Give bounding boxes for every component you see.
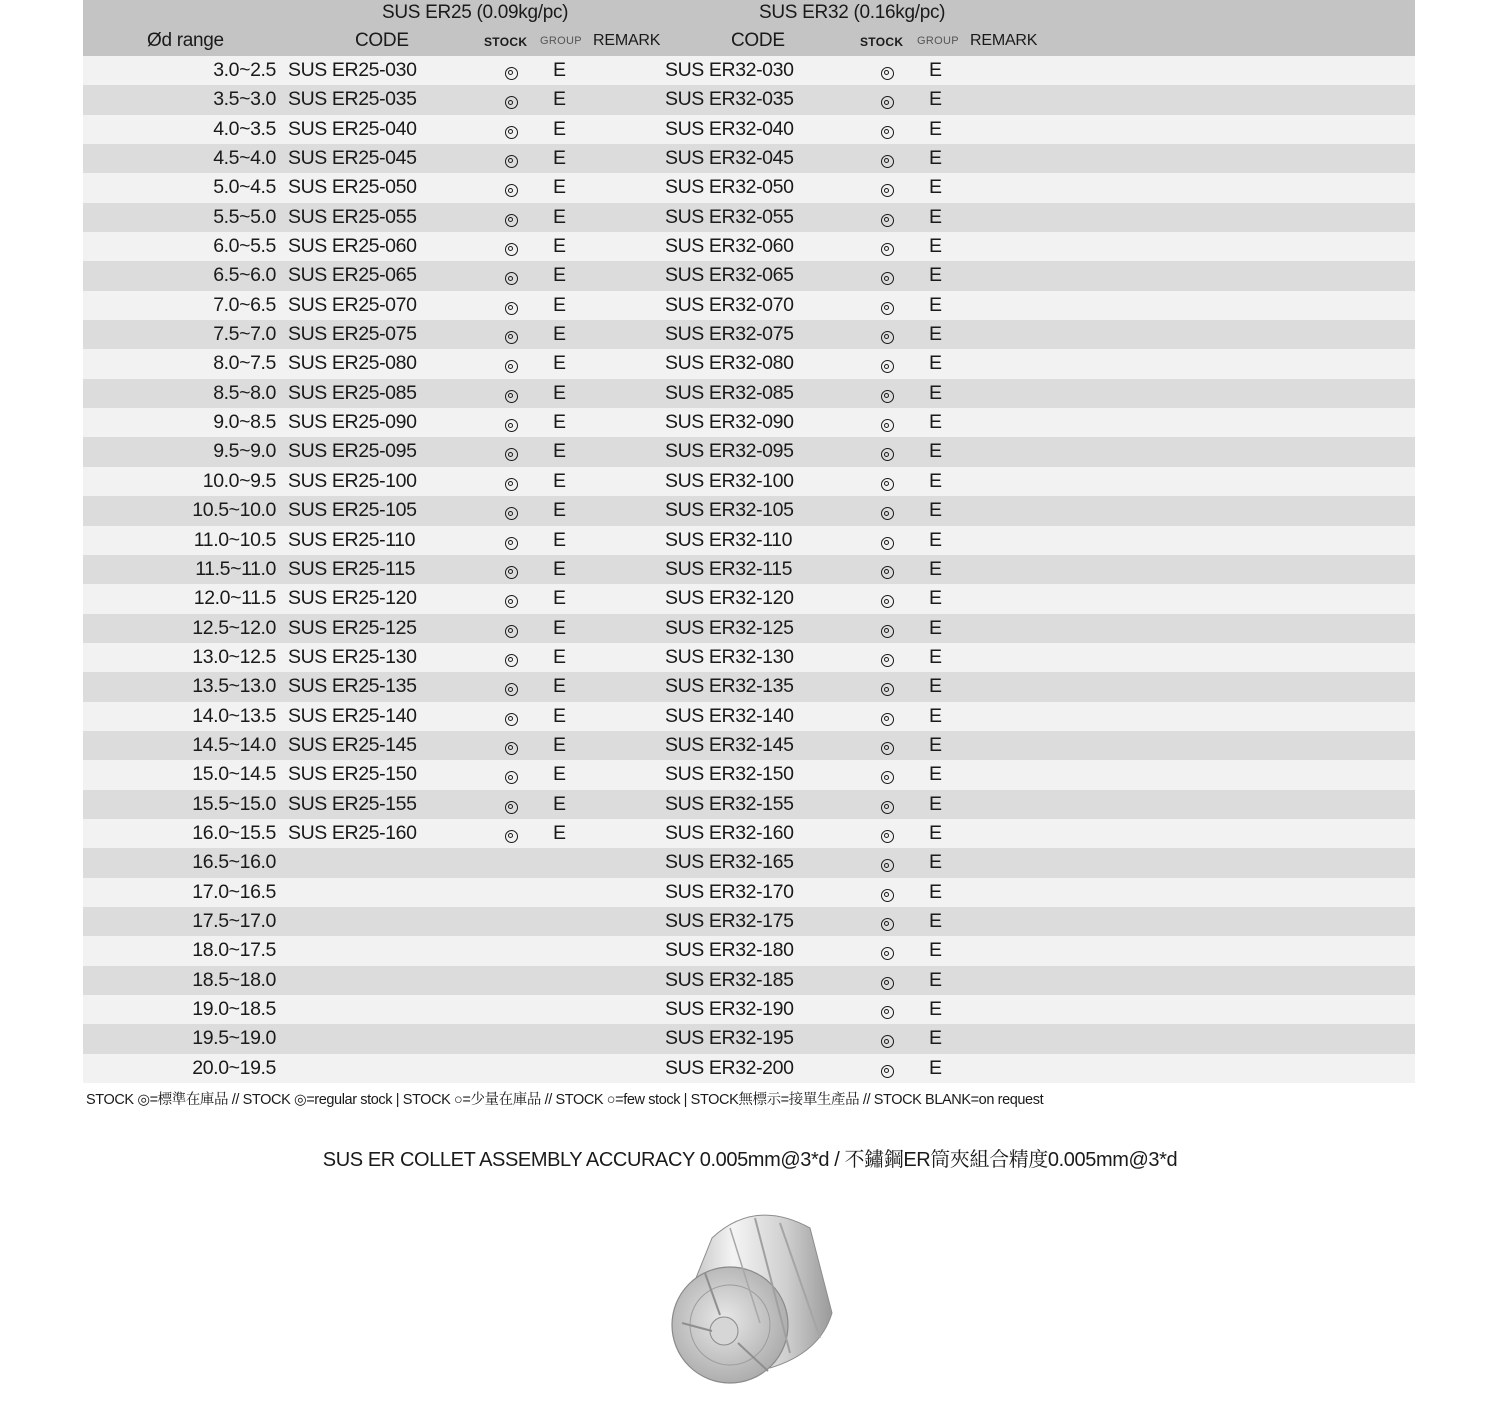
table-row [83,349,1415,378]
er25-group-cell: E [553,675,566,698]
double-circle-icon [505,507,518,520]
table-row [83,760,1415,789]
double-circle-icon [505,390,518,403]
er32-code-cell: SUS ER32-100 [665,469,794,492]
table-row [83,819,1415,848]
er32-group-cell: E [929,939,942,962]
double-circle-icon [881,507,894,520]
double-circle-icon [505,184,518,197]
table-row [83,379,1415,408]
table-row [83,320,1415,349]
er32-group-cell: E [929,1027,942,1050]
er25-code-cell: SUS ER25-095 [288,440,417,463]
er25-group-cell: E [553,821,566,844]
er32-group-cell: E [929,675,942,698]
range-cell: 5.0~4.5 [213,176,276,199]
er32-code-cell: SUS ER32-035 [665,88,794,111]
double-circle-icon [505,654,518,667]
double-circle-icon [505,272,518,285]
er32-group-cell: E [929,205,942,228]
double-circle-icon [881,742,894,755]
double-circle-icon [505,419,518,432]
double-circle-icon [505,830,518,843]
er32-group-cell: E [929,176,942,199]
er32-code-cell: SUS ER32-075 [665,323,794,346]
er25-group-cell: E [553,587,566,610]
double-circle-icon [505,537,518,550]
table-row [83,232,1415,261]
er32-group-cell: E [929,821,942,844]
double-circle-icon [505,243,518,256]
er32-code-cell: SUS ER32-125 [665,616,794,639]
er25-group-cell: E [553,59,566,81]
double-circle-icon [505,595,518,608]
er25-group-cell: E [553,352,566,375]
er32-code-cell: SUS ER32-140 [665,704,794,727]
er32-code-cell: SUS ER32-195 [665,1027,794,1050]
range-cell: 11.5~11.0 [195,557,276,580]
col-header-code-er32: CODE [731,30,785,51]
table-row [83,584,1415,613]
er32-code-cell: SUS ER32-130 [665,645,794,668]
range-cell: 3.0~2.5 [213,59,276,81]
double-circle-icon [881,184,894,197]
range-cell: 18.0~17.5 [192,939,276,962]
range-cell: 16.5~16.0 [192,851,276,874]
range-cell: 12.5~12.0 [192,616,276,639]
er32-group-cell: E [929,88,942,111]
er25-group-cell: E [553,616,566,639]
er25-code-cell: SUS ER25-140 [288,704,417,727]
er32-code-cell: SUS ER32-165 [665,851,794,874]
double-circle-icon [881,537,894,550]
table-row [83,85,1415,114]
er32-group-cell: E [929,909,942,932]
er32-code-cell: SUS ER32-170 [665,880,794,903]
er32-code-cell: SUS ER32-050 [665,176,794,199]
er25-group-cell: E [553,645,566,668]
er25-code-cell: SUS ER25-030 [288,59,417,81]
er25-group-cell: E [553,293,566,316]
er32-group-cell: E [929,763,942,786]
er32-code-cell: SUS ER32-065 [665,264,794,287]
er25-group-cell: E [553,323,566,346]
er25-code-cell: SUS ER25-080 [288,352,417,375]
er25-code-cell: SUS ER25-060 [288,235,417,258]
double-circle-icon [505,801,518,814]
er32-group-cell: E [929,616,942,639]
range-cell: 17.0~16.5 [192,880,276,903]
table-row [83,731,1415,760]
col-header-group-er25: GROUP [540,35,582,47]
collet-image [660,1203,840,1388]
double-circle-icon [881,478,894,491]
range-cell: 4.0~3.5 [213,117,276,140]
er32-code-cell: SUS ER32-180 [665,939,794,962]
double-circle-icon [505,331,518,344]
table-row [83,848,1415,877]
er32-group-cell: E [929,147,942,170]
range-cell: 19.5~19.0 [192,1027,276,1050]
er32-code-cell: SUS ER32-175 [665,909,794,932]
er32-group-cell: E [929,499,942,522]
range-cell: 14.0~13.5 [192,704,276,727]
range-cell: 6.0~5.5 [213,235,276,258]
table-row [83,643,1415,672]
table-row [83,1024,1415,1053]
range-cell: 13.0~12.5 [192,645,276,668]
table-body [83,56,1415,1083]
range-cell: 10.5~10.0 [192,499,276,522]
double-circle-icon [505,566,518,579]
er25-code-cell: SUS ER25-090 [288,411,417,434]
double-circle-icon [881,683,894,696]
er32-code-cell: SUS ER32-045 [665,147,794,170]
double-circle-icon [881,566,894,579]
er32-group-cell: E [929,851,942,874]
range-cell: 7.5~7.0 [213,323,276,346]
table-row [83,437,1415,466]
range-cell: 20.0~19.5 [192,1056,276,1079]
er25-code-cell: SUS ER25-035 [288,88,417,111]
er25-group-cell: E [553,381,566,404]
er32-code-cell: SUS ER32-190 [665,998,794,1020]
table-row [83,144,1415,173]
double-circle-icon [881,1006,894,1019]
double-circle-icon [881,830,894,843]
table-row [83,408,1415,437]
er25-group-cell: E [553,176,566,199]
table-row [83,936,1415,965]
er32-code-cell: SUS ER32-145 [665,733,794,756]
double-circle-icon [881,448,894,461]
double-circle-icon [881,1065,894,1078]
range-cell: 9.0~8.5 [213,411,276,434]
double-circle-icon [881,243,894,256]
col-header-code-er25: CODE [355,30,409,51]
er32-code-cell: SUS ER32-030 [665,59,794,81]
range-cell: 19.0~18.5 [192,998,276,1020]
er32-code-cell: SUS ER32-095 [665,440,794,463]
table-row [83,291,1415,320]
range-cell: 16.0~15.5 [192,821,276,844]
table-row [83,555,1415,584]
range-cell: 9.5~9.0 [213,440,276,463]
er25-code-cell: SUS ER25-160 [288,821,417,844]
er32-group-cell: E [929,323,942,346]
range-cell: 12.0~11.5 [193,587,276,610]
range-cell: 10.0~9.5 [202,469,276,492]
er25-group-cell: E [553,792,566,815]
er32-group-cell: E [929,1056,942,1079]
double-circle-icon [881,947,894,960]
double-circle-icon [881,214,894,227]
double-circle-icon [881,595,894,608]
er25-code-cell: SUS ER25-155 [288,792,417,815]
table-row [83,1054,1415,1083]
table-row [83,115,1415,144]
er32-code-cell: SUS ER32-155 [665,792,794,815]
er25-group-cell: E [553,440,566,463]
group-title-er25: SUS ER25 (0.09kg/pc) [382,2,569,23]
table-row [83,790,1415,819]
col-header-remark-er25: REMARK [593,32,661,49]
double-circle-icon [881,360,894,373]
double-circle-icon [505,155,518,168]
double-circle-icon [881,977,894,990]
table-row [83,702,1415,731]
group-title-er32: SUS ER32 (0.16kg/pc) [759,2,946,23]
double-circle-icon [881,67,894,80]
double-circle-icon [505,742,518,755]
double-circle-icon [881,302,894,315]
range-cell: 18.5~18.0 [192,968,276,991]
er25-code-cell: SUS ER25-070 [288,293,417,316]
col-header-stock-er32: STOCK [860,35,904,49]
er25-code-cell: SUS ER25-050 [288,176,417,199]
double-circle-icon [505,683,518,696]
er25-group-cell: E [553,205,566,228]
er25-group-cell: E [553,704,566,727]
er25-group-cell: E [553,88,566,111]
er25-group-cell: E [553,147,566,170]
er32-group-cell: E [929,704,942,727]
er32-code-cell: SUS ER32-160 [665,821,794,844]
range-cell: 8.0~7.5 [213,352,276,375]
col-header-stock-er25: STOCK [484,35,528,49]
table-row [83,496,1415,525]
table-row [83,173,1415,202]
double-circle-icon [881,390,894,403]
er32-group-cell: E [929,469,942,492]
er32-group-cell: E [929,528,942,551]
range-cell: 3.5~3.0 [213,88,276,111]
double-circle-icon [505,67,518,80]
double-circle-icon [881,654,894,667]
range-cell: 14.5~14.0 [192,733,276,756]
double-circle-icon [881,272,894,285]
er32-group-cell: E [929,645,942,668]
range-cell: 15.0~14.5 [192,763,276,786]
double-circle-icon [881,155,894,168]
er25-code-cell: SUS ER25-125 [288,616,417,639]
table-row [83,203,1415,232]
er25-code-cell: SUS ER25-075 [288,323,417,346]
er32-group-cell: E [929,293,942,316]
table-row [83,526,1415,555]
er32-group-cell: E [929,411,942,434]
er32-code-cell: SUS ER32-120 [665,587,794,610]
er32-group-cell: E [929,880,942,903]
double-circle-icon [505,448,518,461]
er25-group-cell: E [553,557,566,580]
er32-group-cell: E [929,998,942,1020]
double-circle-icon [881,419,894,432]
er32-group-cell: E [929,557,942,580]
er25-code-cell: SUS ER25-065 [288,264,417,287]
col-header-range: Ød range [147,30,224,51]
range-cell: 11.0~10.5 [193,528,276,551]
col-header-group-er32: GROUP [917,35,959,47]
er32-code-cell: SUS ER32-085 [665,381,794,404]
er32-group-cell: E [929,59,942,81]
double-circle-icon [881,126,894,139]
double-circle-icon [881,331,894,344]
double-circle-icon [505,126,518,139]
er25-group-cell: E [553,235,566,258]
double-circle-icon [505,625,518,638]
er32-code-cell: SUS ER32-090 [665,411,794,434]
er32-code-cell: SUS ER32-040 [665,117,794,140]
range-cell: 8.5~8.0 [213,381,276,404]
range-cell: 7.0~6.5 [213,293,276,316]
er32-code-cell: SUS ER32-115 [665,557,793,580]
er32-group-cell: E [929,968,942,991]
er32-group-cell: E [929,117,942,140]
table-row [83,966,1415,995]
er25-code-cell: SUS ER25-045 [288,147,417,170]
er25-code-cell: SUS ER25-085 [288,381,417,404]
table-row [83,878,1415,907]
table-row [83,907,1415,936]
er25-group-cell: E [553,264,566,287]
stock-legend: STOCK ◎=標準在庫品 // STOCK ◎=regular stock | STOCK ○=少量在庫品 // STOCK ○=few stock | STOCK無標示=接單生產品 // STOCK BLANK=on request [86,1092,1044,1108]
double-circle-icon [881,713,894,726]
er32-code-cell: SUS ER32-135 [665,675,794,698]
double-circle-icon [505,478,518,491]
er25-code-cell: SUS ER25-110 [288,528,416,551]
er32-group-cell: E [929,352,942,375]
er25-code-cell: SUS ER25-055 [288,205,417,228]
double-circle-icon [881,889,894,902]
range-cell: 13.5~13.0 [192,675,276,698]
range-cell: 6.5~6.0 [213,264,276,287]
er32-group-cell: E [929,733,942,756]
table-row [83,995,1415,1024]
er32-code-cell: SUS ER32-185 [665,968,794,991]
product-table [83,0,1415,1083]
double-circle-icon [505,360,518,373]
er25-code-cell: SUS ER25-100 [288,469,417,492]
er25-code-cell: SUS ER25-130 [288,645,417,668]
double-circle-icon [505,302,518,315]
table-row [83,261,1415,290]
double-circle-icon [505,214,518,227]
er25-code-cell: SUS ER25-150 [288,763,417,786]
double-circle-icon [505,96,518,109]
double-circle-icon [505,713,518,726]
er25-group-cell: E [553,117,566,140]
double-circle-icon [881,1035,894,1048]
er25-group-cell: E [553,411,566,434]
table-row [83,614,1415,643]
accuracy-note: SUS ER COLLET ASSEMBLY ACCURACY 0.005mm@3*d / 不鏽鋼ER筒夾組合精度0.005mm@3*d [322,1149,1178,1171]
er25-group-cell: E [553,499,566,522]
table-header [83,0,1415,56]
er32-group-cell: E [929,440,942,463]
double-circle-icon [881,859,894,872]
double-circle-icon [881,625,894,638]
er32-code-cell: SUS ER32-105 [665,499,794,522]
er32-code-cell: SUS ER32-150 [665,763,794,786]
double-circle-icon [881,96,894,109]
col-header-remark-er32: REMARK [970,32,1038,49]
er32-group-cell: E [929,235,942,258]
double-circle-icon [881,801,894,814]
er32-group-cell: E [929,587,942,610]
er32-code-cell: SUS ER32-060 [665,235,794,258]
er32-code-cell: SUS ER32-070 [665,293,794,316]
table-row [83,56,1415,85]
range-cell: 4.5~4.0 [213,147,276,170]
er32-group-cell: E [929,792,942,815]
table-row [83,672,1415,701]
er32-code-cell: SUS ER32-110 [665,528,793,551]
double-circle-icon [505,771,518,784]
er25-code-cell: SUS ER25-145 [288,733,417,756]
er25-code-cell: SUS ER25-135 [288,675,417,698]
range-cell: 15.5~15.0 [192,792,276,815]
range-cell: 5.5~5.0 [213,205,276,228]
er25-code-cell: SUS ER25-105 [288,499,417,522]
table-row [83,467,1415,496]
er32-group-cell: E [929,381,942,404]
er32-code-cell: SUS ER32-055 [665,205,794,228]
er25-code-cell: SUS ER25-115 [288,557,416,580]
er25-group-cell: E [553,528,566,551]
double-circle-icon [881,771,894,784]
range-cell: 17.5~17.0 [192,909,276,932]
er25-group-cell: E [553,763,566,786]
er25-group-cell: E [553,469,566,492]
er32-group-cell: E [929,264,942,287]
er32-code-cell: SUS ER32-200 [665,1056,794,1079]
double-circle-icon [881,918,894,931]
er25-code-cell: SUS ER25-120 [288,587,417,610]
er32-code-cell: SUS ER32-080 [665,352,794,375]
er25-code-cell: SUS ER25-040 [288,117,417,140]
er25-group-cell: E [553,733,566,756]
